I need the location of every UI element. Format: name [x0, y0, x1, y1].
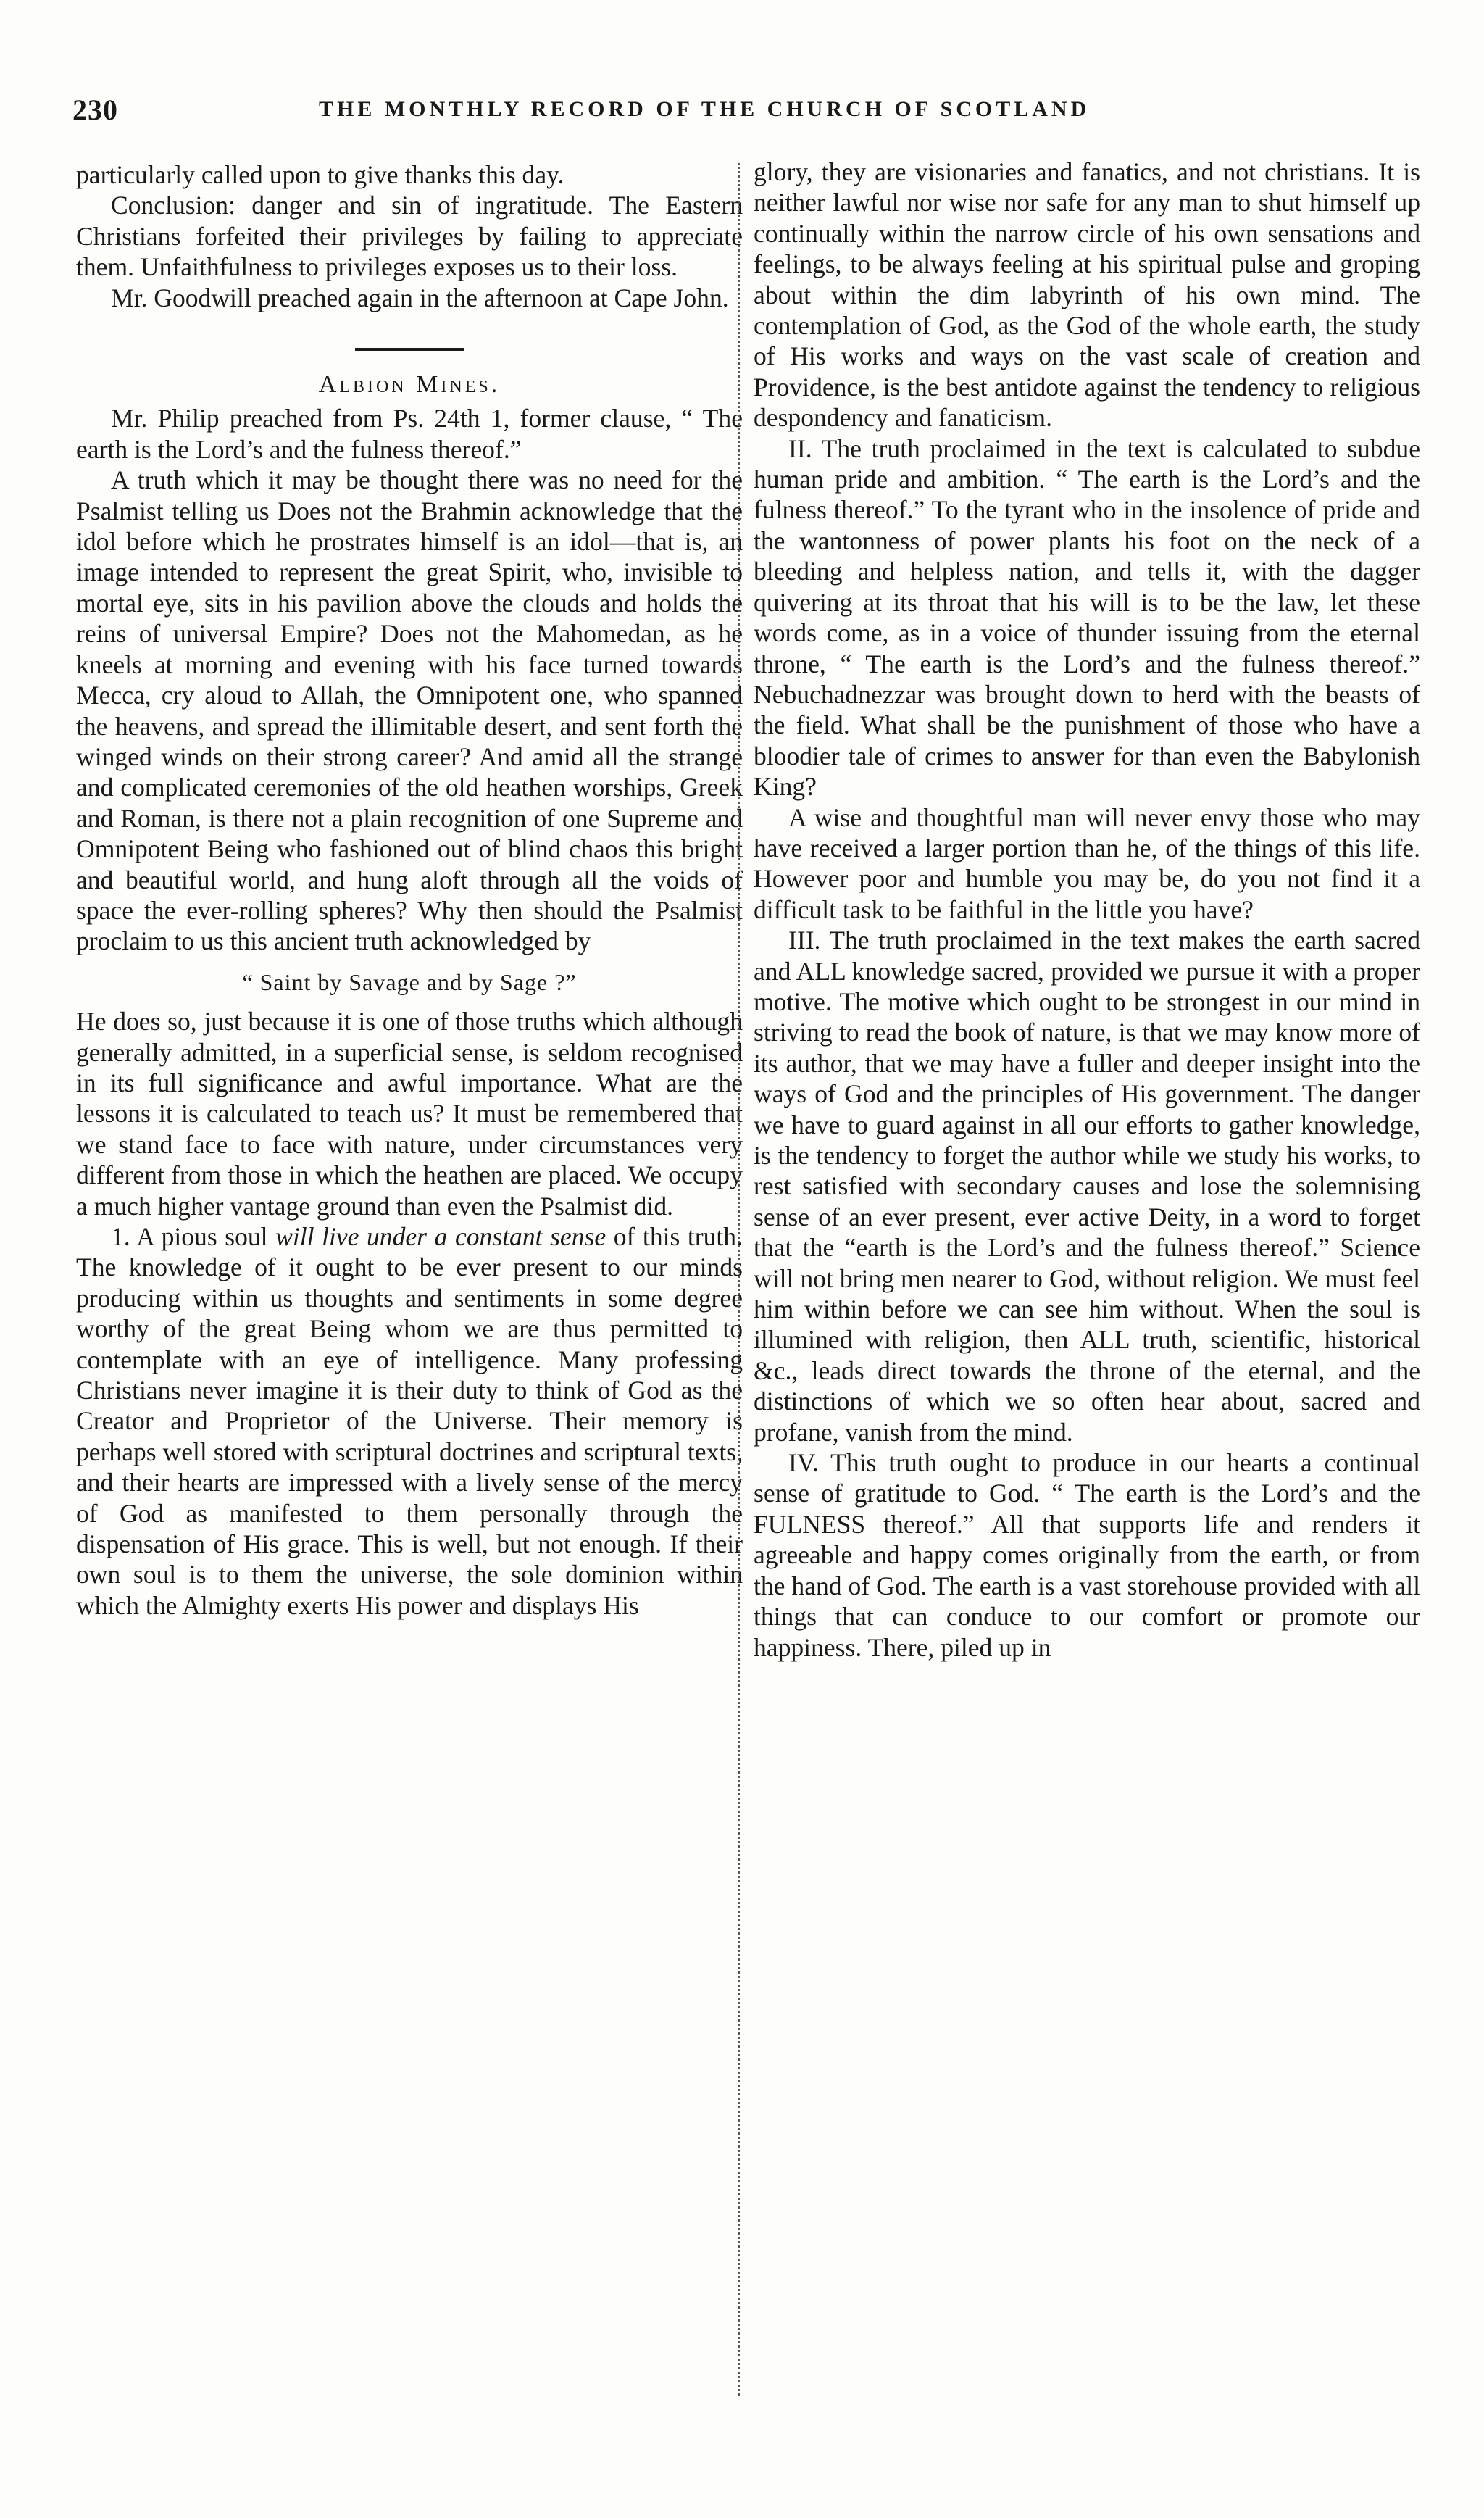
- section-rule: [355, 348, 464, 351]
- column-divider: [738, 163, 740, 2396]
- paragraph-body: of this truth. The knowledge of it ought to be ever present to our minds producing within us thoughts and sentiments in some degree worthy of the great Being whom we are thus permitted to contemplate with an eye of intelligence. Many professing Christians never imagine it is their duty to think of God as the Creator and Proprietor of the Universe. Their memory is perhaps well stored with scriptural doctrines and scriptural texts, and their hearts are impressed with a lively sense of the mercy of God as manifested to them personally through the dispensation of His grace. This is well, but not enough. If their own soul is to them the universe, the sole dominion within which the Almighty exerts His power and displays His: [76, 1222, 743, 1620]
- paragraph: Conclusion: danger and sin of ingratitude. The Eastern Christians forfeited their privileges by failing to appreciate them. Unfaithfulness to privileges exposes us to their loss.: [76, 191, 743, 282]
- paragraph-lead: 1. A pious soul: [111, 1222, 276, 1251]
- page-number: 230: [72, 94, 118, 126]
- paragraph: A wise and thoughtful man will never envy those who may have received a larger portion than he, of the things of this life. However poor and humble you may be, do you not find it a difficult task to be faithful in the little you have?: [754, 802, 1420, 924]
- paragraph: particularly called upon to give thanks this day.: [76, 160, 564, 189]
- verse-quote: “ Saint by Savage and by Sage ?”: [242, 968, 577, 995]
- paragraph: A truth which it may be thought there was no need for the Psalmist telling us Does not the Brahmin acknowledge that the idol before which he prostrates himself is an idol—that is, an image intended to represent the great Spirit, who, invisible to mortal eye, sits in his pavilion above the clouds and holds the reins of universal Empire? Does not the Mahomedan, as he kneels at morning and evening with his face turned towards Mecca, cry aloud to Allah, the Omnipotent one, who spanned the heavens, and spread the illimitable desert, and sent forth the winged winds on their strong career? And amid all the strange and complicated ceremonies of the old heathen worships, Greek and Roman, is there not a plain recognition of one Supreme and Omnipotent Being who fashioned out of blind chaos this bright and beautiful world, and hung aloft through all the voids of space the ever-rolling spheres? Why then should the Psalmist proclaim to us this ancient truth acknowledged by: [76, 465, 743, 956]
- right-column: [754, 157, 1420, 1663]
- journal-title: THE MONTHLY RECORD OF THE CHURCH OF SCOTLAND: [319, 97, 1091, 121]
- paragraph: Mr. Goodwill preached again in the afternoon at Cape John.: [111, 283, 729, 312]
- paragraph: III. The truth proclaimed in the text makes the earth sacred and ALL knowledge sacred, provided we pursue it with a proper motive. The motive which ought to be strongest in our mind in striving to read the book of nature, is that we may know more of its author, that we may have a fuller and deeper insight into the ways of God and the principles of His government. The danger we have to guard against in all our efforts to gather knowledge, is the tendency to forget the author while we study his works, to rest satisfied with secondary causes and lose the solemnising sense of an ever present, ever active Deity, in a word to forget that the “earth is the Lord’s and the fulness thereof.” Science will not bring men nearer to God, without religion. We must feel him within before we can see him without. When the soul is illumined with religion, then ALL truth, scientific, historical &c., leads direct towards the throne of the eternal, and the distinctions of which we so often hear about, sacred and profane, vanish from the mind.: [754, 926, 1420, 1447]
- paragraph: II. The truth proclaimed in the text is calculated to subdue human pride and ambition. “ The earth is the Lord’s and the fulness thereof.” To the tyrant who in the insolence of pride and the wantonness of power plants his foot on the neck of a bleeding and helpless nation, and tells it, with the dagger quivering at its throat that his will is to be the law, let these words come, as in a voice of thunder issuing from the eternal throne, “ The earth is the Lord’s and the fulness thereof.” Nebuchadnezzar was brought down to herd with the beasts of the field. What shall be the punishment of those who have a bloodier tale of crimes to answer for than even the Babylonish King?: [754, 433, 1420, 802]
- emphasis-text: will live under a constant sense: [275, 1222, 606, 1251]
- paragraph: [76, 1221, 743, 1621]
- left-column: [76, 159, 743, 1621]
- section-heading: Albion Mines.: [318, 371, 501, 399]
- running-head: [72, 93, 1406, 136]
- paragraph: glory, they are visionaries and fanatics, and not christians. It is neither lawful nor wise nor safe for any man to shut himself up continually within the narrow circle of his own sensations and feelings, to be always feeling at his spiritual pulse and groping about within the dim labyrinth of his own mind. The contemplation of God, as the God of the whole earth, the study of His works and ways on the vast scale of creation and Providence, is the best antidote against the tendency to religious despondency and fanaticism.: [754, 157, 1420, 433]
- paragraph: Mr. Philip preached from Ps. 24th 1, former clause, “ The earth is the Lord’s and the fulness thereof.”: [76, 404, 743, 464]
- paragraph: He does so, just because it is one of those truths which although generally admitted, in a superficial sense, is seldom recognised in its full significance and awful importance. What are the lessons it is calculated to teach us? It must be remembered that we stand face to face with nature, under circumstances very different from those in which the heathen are placed. We occupy a much higher vantage ground than even the Psalmist did.: [76, 1007, 743, 1221]
- paragraph: IV. This truth ought to produce in our hearts a continual sense of gratitude to God. “ The earth is the Lord’s and the FULNESS thereof.” All that supports life and renders it agreeable and happy comes originally from the earth, or from the hand of God. The earth is a vast storehouse provided with all things that can conduce to our comfort or promote our happiness. There, piled up in: [754, 1448, 1420, 1662]
